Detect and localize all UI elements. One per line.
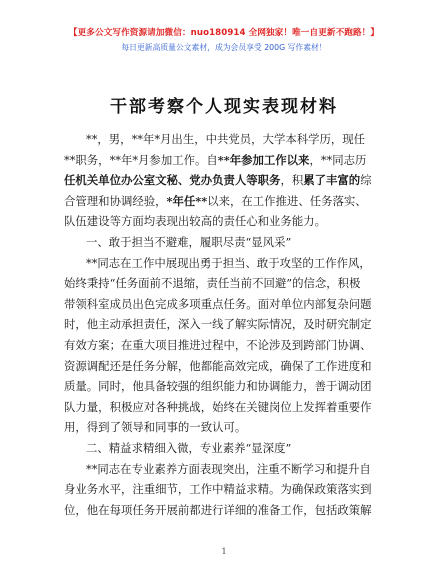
paragraph-line [64, 232, 380, 253]
text-run: 始终秉持“任务面前不退缩，责任当前不回避”的信念，积极 [64, 276, 361, 291]
text-run: ，**同志历 [309, 152, 367, 167]
text-run: **同志在工作中展现出勇于担当、敢于攻坚的工作作风， [86, 255, 371, 270]
paragraph-line [64, 170, 380, 191]
text-run: **职务，**年*月参加工作。自 [64, 152, 218, 167]
text-run: 身业务水平，注重细节，工作中精益求精。为确保政策落实到 [64, 482, 372, 497]
text-run: 合管理和协调经验， [64, 193, 167, 208]
paragraph-line [64, 397, 380, 418]
paragraph-line [64, 273, 380, 294]
text-run: 队力量，积极应对各种挑战，始终在关键岗位上发挥着重要作 [64, 399, 372, 414]
document-title: 干部考察个人现实表现材料 [110, 97, 338, 117]
bold-text-run: 任机关单位办公室文秘、党办负责人等职务 [64, 173, 281, 188]
bold-text-run: **年参加工作以来 [217, 152, 310, 167]
paragraph-line [64, 150, 380, 171]
paragraph-line [64, 129, 380, 150]
promo-banner-line1: 【更多公文写作资源请加微信：nuo180914 全网独家！唯一自更新不跑路！】 [68, 28, 380, 38]
paragraph-line [64, 211, 380, 232]
text-run: 一、敢于担当不避难，履职尽责“显风采” [86, 234, 292, 249]
text-run: 以来，在工作推进、任务落实、 [207, 193, 367, 208]
text-run: 质量。同时，他具备较强的组织能力和协调能力，善于调动团 [64, 379, 372, 394]
text-run: **同志在专业素养方面表现突出，注重不断学习和提升自 [86, 461, 371, 476]
text-run: 队伍建设等方面均表现出较高的责任心和业务能力。 [64, 214, 326, 229]
promo-banner-line2: 每日更新高质量公文素材，成为会员享受 200G 写作素材！ [121, 43, 327, 52]
text-run: 时，他主动承担责任，深入一线了解实际情况，及时研究制定 [64, 317, 372, 332]
bold-text-run: 累了丰富的 [303, 173, 361, 188]
text-run: **，男，**年*月出生，中共党员，大学本科学历，现任 [86, 132, 366, 146]
paragraph-line [64, 191, 380, 212]
text-run: 位，他在每项任务开展前都进行详细的准备工作，包括政策解 [64, 502, 372, 517]
text-run: 用，得到了领导和同事的一致认可。 [64, 420, 247, 435]
page-number: 1 [221, 547, 227, 556]
paragraph-line [64, 314, 380, 335]
text-run: 资源调配还是任务分解，他都能高效完成，确保了工作进度和 [64, 358, 372, 373]
paragraph-line [64, 376, 380, 397]
paragraph-line [64, 417, 380, 438]
paragraph-line [64, 356, 380, 377]
paragraph-line [64, 253, 380, 274]
paragraph-line [64, 500, 380, 521]
paragraph-line [64, 294, 380, 315]
document-body [64, 129, 380, 520]
paragraph-line [64, 438, 380, 459]
paragraph-line [64, 335, 380, 356]
text-run: 有效方案；在重大项目推进过程中，不论涉及到跨部门协调、 [64, 337, 372, 352]
paragraph-line [64, 459, 380, 480]
paragraph-line [64, 479, 380, 500]
text-run: 综 [360, 173, 372, 188]
bold-text-run: *年任** [166, 193, 208, 208]
text-run: 带领科室成员出色完成多项重点任务。面对单位内部复杂问题 [64, 296, 372, 311]
text-run: ，积 [280, 173, 304, 188]
text-run: 二、精益求精细入微，专业素养“显深度” [86, 440, 292, 455]
